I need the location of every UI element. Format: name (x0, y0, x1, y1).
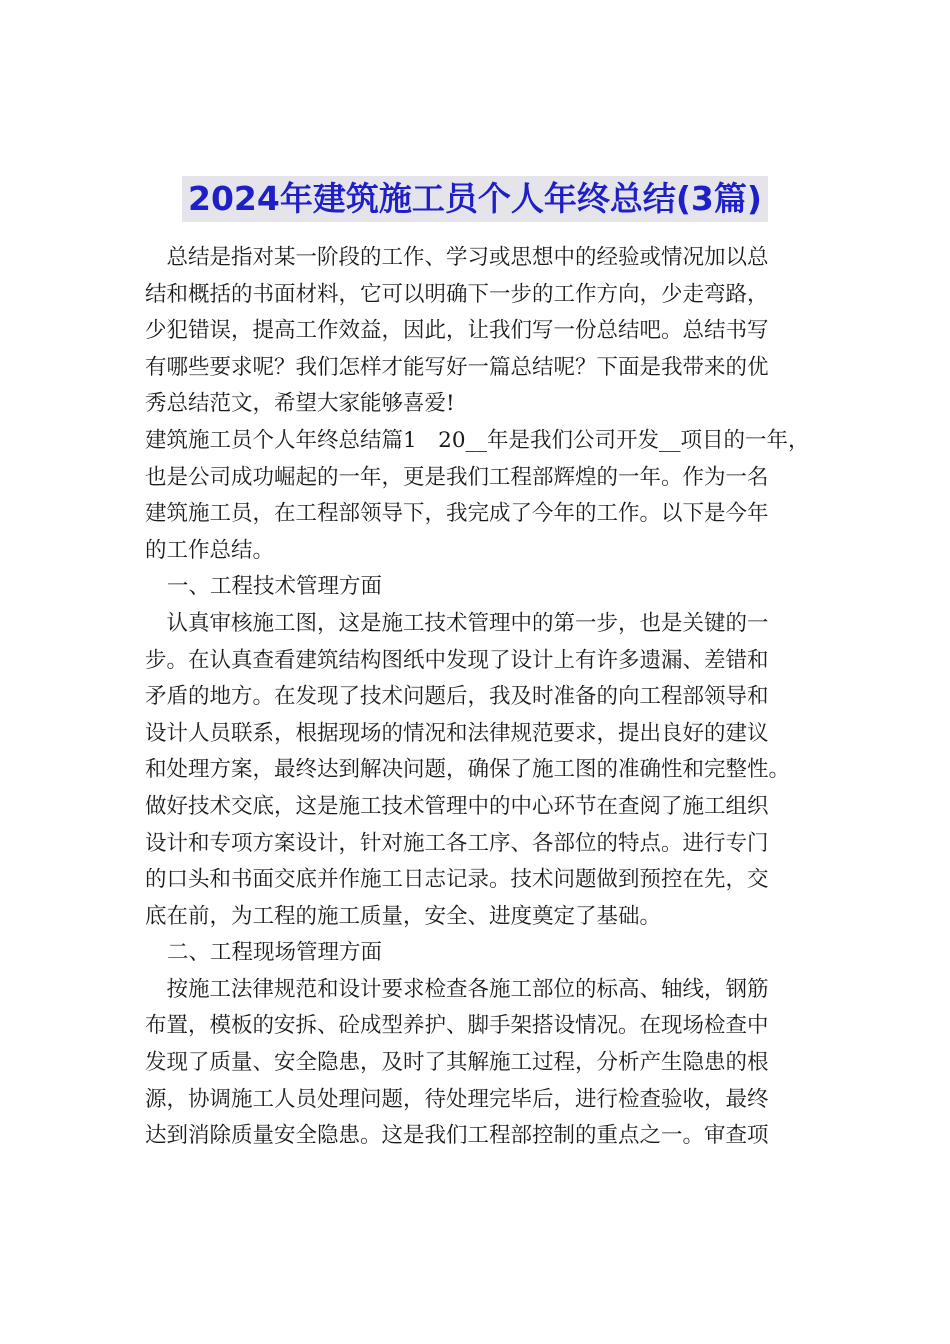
paragraph-line: 源，协调施工人员处理问题，待处理完毕后，进行检查验收，最终 (145, 1086, 769, 1112)
paragraph-line: 建筑施工员，在工程部领导下，我完成了今年的工作。以下是今年 (145, 501, 769, 527)
paragraph-line: 的工作总结。 (145, 537, 275, 563)
section-heading: 一、工程技术管理方面 (167, 574, 383, 600)
paragraph-line: 设计人员联系，根据现场的情况和法律规范要求，提出良好的建议 (145, 720, 769, 746)
paragraph-line: 秀总结范文，希望大家能够喜爱! (145, 391, 455, 417)
paragraph-line: 建筑施工员个人年终总结篇1 20__年是我们公司开发__项目的一年， (145, 427, 810, 453)
paragraph-line: 步。在认真查看建筑结构图纸中发现了设计上有许多遗漏、差错和 (145, 647, 769, 673)
paragraph-line: 发现了质量、安全隐患，及时了其解施工过程，分析产生隐患的根 (145, 1050, 769, 1076)
document-body (145, 240, 815, 1155)
paragraph-line: 总结是指对某一阶段的工作、学习或思想中的经验或情况加以总 (145, 245, 769, 270)
paragraph-line: 达到消除质量安全隐患。这是我们工程部控制的重点之一。审查项 (145, 1123, 769, 1149)
paragraph-line: 设计和专项方案设计，针对施工各工序、各部位的特点。进行专门 (145, 830, 769, 856)
page-title: 2024年建筑施工员个人年终总结(3篇) (182, 176, 768, 222)
paragraph-line: 做好技术交底，这是施工技术管理中的中心环节在查阅了施工组织 (145, 793, 769, 819)
section-heading: 二、工程现场管理方面 (167, 940, 383, 966)
paragraph-line: 认真审核施工图，这是施工技术管理中的第一步，也是关键的一 (145, 610, 769, 636)
title-area (0, 176, 950, 222)
paragraph-line: 布置，模板的安拆、砼成型养护、脚手架搭设情况。在现场检查中 (145, 1013, 769, 1039)
paragraph-line: 有哪些要求呢？我们怎样才能写好一篇总结呢？下面是我带来的优 (145, 354, 769, 380)
paragraph-line: 底在前，为工程的施工质量，安全、进度奠定了基础。 (145, 903, 662, 929)
paragraph-line: 和处理方案，最终达到解决问题，确保了施工图的准确性和完整性。 (145, 757, 791, 783)
paragraph-line: 矛盾的地方。在发现了技术问题后，我及时准备的向工程部领导和 (145, 684, 769, 710)
paragraph-line: 也是公司成功崛起的一年，更是我们工程部辉煌的一年。作为一名 (145, 464, 769, 490)
paragraph-line: 按施工法律规范和设计要求检查各施工部位的标高、轴线，钢筋 (145, 976, 769, 1002)
paragraph-line: 的口头和书面交底并作施工日志记录。技术问题做到预控在先，交 (145, 867, 769, 893)
paragraph-line: 少犯错误，提高工作效益，因此，让我们写一份总结吧。总结书写 (145, 318, 769, 344)
paragraph-line: 结和概括的书面材料，它可以明确下一步的工作方向，少走弯路， (145, 281, 769, 307)
